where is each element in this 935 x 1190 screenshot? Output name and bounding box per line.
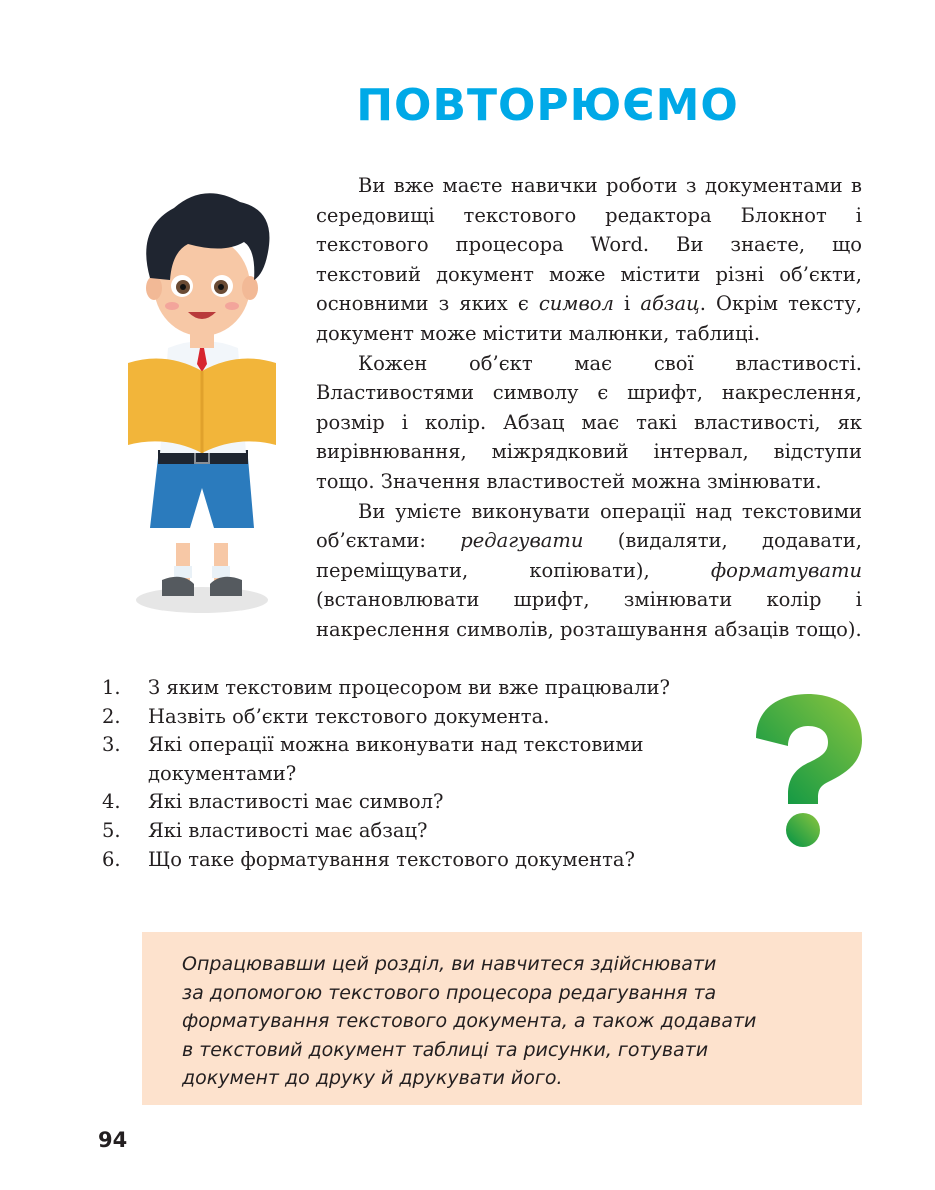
question-text: З яким текстовим процесором ви вже працювали? <box>148 676 670 699</box>
boy-reading-book-illustration <box>120 188 285 618</box>
question-number: 1. <box>102 676 121 699</box>
question-item <box>102 788 742 817</box>
question-item <box>102 846 742 875</box>
question-item <box>102 703 742 732</box>
question-text: Які властивості має абзац? <box>148 818 428 842</box>
term-format: форматувати <box>710 558 862 582</box>
question-text: Що таке форматування текстового документа? <box>148 847 635 871</box>
question-item <box>102 674 742 703</box>
question-item <box>102 817 742 846</box>
question-number: 6. <box>102 847 121 871</box>
term-paragraph: абзац <box>640 292 700 316</box>
summary-line: Опрацювавши цей розділ, ви навчитеся здійснювати <box>182 953 717 975</box>
term-edit: редагувати <box>460 529 584 553</box>
page-number: 94 <box>98 1128 128 1152</box>
review-questions-list <box>102 674 742 874</box>
question-number: 4. <box>102 790 121 814</box>
summary-line: форматування текстового документа, а також додавати <box>182 1010 757 1033</box>
question-text: Які властивості має символ? <box>148 790 444 814</box>
question-number: 2. <box>102 704 121 728</box>
intro-p3-segment: Ви умієте виконувати операції над текстовими об’єктами: <box>316 499 862 553</box>
summary-line: в текстовий документ таблиці та рисунки, готувати <box>182 1038 709 1061</box>
intro-paragraph-2: Кожен об’єкт має свої властивості. Властивостями символу є шрифт, накреслення, розмір і колір. Абзац має такі властивості, як вирівнювання, міжрядковий інтервал, відступи тощо. Значення властивостей можна змінювати. <box>316 351 862 493</box>
summary-line: за допомогою текстового процесора редагування та <box>182 981 717 1004</box>
term-symbol: символ <box>538 292 614 316</box>
question-mark-icon <box>748 690 868 850</box>
intro-text <box>316 171 862 645</box>
intro-paragraph-3 <box>316 497 862 645</box>
intro-p1-segment: Ви вже маєте навички роботи з документами в середовищі текстового редактора Блокнот і текстового процесора Word. Ви знаєте, що текстовий документ може містити різні об’єкти, основними з яких є <box>316 174 862 316</box>
intro-p1-segment: . Окрім тексту, документ може містити малюнки, таблиці. <box>316 292 863 345</box>
question-item <box>102 731 742 788</box>
question-number: 3. <box>102 733 121 757</box>
question-number: 5. <box>102 818 121 842</box>
intro-p3-segment: (встановлювати шрифт, змінювати колір і накреслення символів, розташування абзаців тощо). <box>316 588 862 641</box>
intro-p1-segment: і <box>613 292 641 316</box>
summary-line: документ до друку й друкувати його. <box>182 1067 563 1090</box>
intro-paragraph-1 <box>316 171 862 349</box>
intro-p3-segment: (видаляти, додавати, переміщувати, копіювати), <box>316 529 862 582</box>
section-summary-box <box>142 932 862 1105</box>
question-text: Назвіть об’єкти текстового документа. <box>148 704 550 728</box>
page-title: ПОВТОРЮЄМО <box>356 80 739 131</box>
question-text: Які операції можна виконувати над текстовими документами? <box>148 733 644 785</box>
